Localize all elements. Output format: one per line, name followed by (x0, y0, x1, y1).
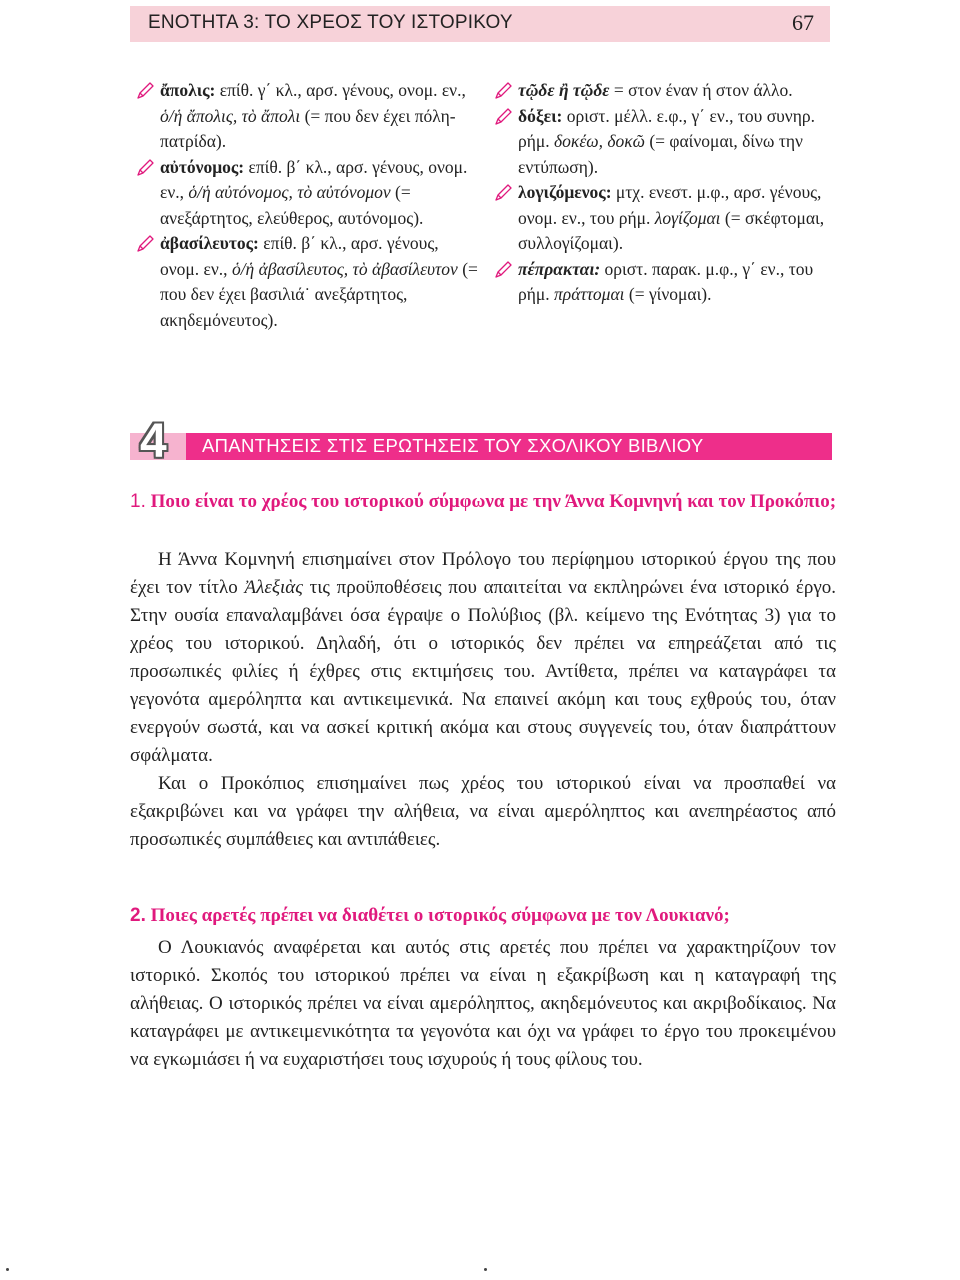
page-number: 67 (792, 10, 814, 35)
glossary-term: πέπρακται: (518, 258, 601, 279)
glossary-term: ἄπολις: (160, 80, 216, 100)
question-text: Ποιο είναι το χρέος του ιστορικού σύμφωνα με την Άννα Κομνηνή και τον Προκόπιο; (150, 491, 837, 512)
question-number: 1. (130, 491, 146, 512)
answer-1 (130, 546, 836, 854)
glossary-term: αὐτόνομος: (160, 156, 245, 177)
question-text: Ποιες αρετές πρέπει να διαθέτει ο ιστορικός σύμφωνα με τον Λουκιανό; (150, 905, 730, 926)
scan-dot (484, 1268, 487, 1271)
work-title: Ἀλεξιὰς (244, 577, 303, 598)
glossary-term: δόξει: (518, 105, 563, 126)
glossary-entry: τῷδε ἢ τῷδε = στον έναν ή στον άλλο. (496, 78, 842, 104)
answer-paragraph: Ο Λουκιανός αναφέρεται και αυτός στις αρετές που πρέπει να χαρακτηρίζουν τον ιστορικό. Σκοπός του ιστορικού πρέπει να είναι η εξακρίβωση και η καταγραφή της αλήθειας. Ο ιστορικός πρέπει να είναι αμερόληπτος, ακηδεμόνευτος και ακριβοδίκαιος. Να καταγράφει με αντικειμενικότητα τα γεγονότα και όχι να γράφει το έργο του προκειμένου να εγκωμιάσει ή να ευχαριστήσει τους ισχυρούς ή τους φίλους του. (130, 937, 836, 1070)
glossary-term: τῷδε ἢ τῷδε (518, 80, 610, 100)
glossary-right-column (496, 78, 842, 308)
section-number: 4 (140, 415, 167, 468)
glossary-entry: ἀβασίλευτος: επίθ. β΄ κλ., αρσ. γένους, ονομ. εν., ὁ/ἡ ἀβασίλευτος, τὸ ἀβασίλευτον (= που δεν έχει βασιλιά˙ ανεξάρτητος, ακηδεμόνευτος). (138, 231, 478, 333)
pencil-icon (134, 233, 156, 255)
question-2 (130, 902, 842, 929)
pencil-icon (492, 259, 514, 281)
pencil-icon (134, 80, 156, 102)
glossary-entry: δόξει: οριστ. μέλλ. ε.φ., γ΄ εν., του συνηρ. ρήμ. δοκέω, δοκῶ (= φαίνομαι, δίνω την εντύπωση). (496, 104, 842, 181)
scan-dot (6, 1268, 9, 1271)
pencil-icon (492, 106, 514, 128)
glossary-entry: ἄπολις: επίθ. γ΄ κλ., αρσ. γένους, ονομ. εν., ὁ/ἡ ἄπολις, τὸ ἄπολι (= που δεν έχει πόλη-πατρίδα). (138, 78, 478, 155)
pencil-icon (492, 80, 514, 102)
glossary-left-column (138, 78, 478, 333)
question-number: 2. (130, 905, 146, 926)
answer-2 (130, 934, 836, 1074)
answer-paragraph: Και ο Προκόπιος επισημαίνει πως χρέος του ιστορικού είναι να προσπαθεί να εξακριβώνει και να γράφει την αλήθεια, να είναι αμερόληπτος και ανεπηρέαστος από προσωπικές συμπάθειες και αντιπάθειες. (130, 773, 836, 850)
section-title: ΑΠΑΝΤΗΣΕΙΣ ΣΤΙΣ ΕΡΩΤΗΣΕΙΣ ΤΟΥ ΣΧΟΛΙΚΟΥ ΒΙΒΛΙΟΥ (202, 435, 704, 456)
page-header-title: ΕΝΟΤΗΤΑ 3: ΤΟ ΧΡΕΟΣ ΤΟΥ ΙΣΤΟΡΙΚΟΥ (148, 12, 513, 33)
glossary-term: ἀβασίλευτος: (160, 233, 259, 253)
glossary-term: λογιζόμενος: (518, 182, 612, 202)
pencil-icon (134, 157, 156, 179)
pencil-icon (492, 182, 514, 204)
glossary-entry: λογιζόμενος: μτχ. ενεστ. μ.φ., αρσ. γένους, ονομ. εν., του ρήμ. λογίζομαι (= σκέφτομαι, συλλογίζομαι). (496, 180, 842, 257)
answer-paragraph: Η Άννα Κομνηνή επισημαίνει στον Πρόλογο του περίφημου ιστορικού έργου της που έχει τον τίτλο Ἀλεξιὰς τις προϋποθέσεις που απαιτείται να εκπληρώνει ένα ιστορικό έργο. Στην ουσία επαναλαμβάνει όσα έγραψε ο Πολύβιος (βλ. κείμενο της Ενότητας 3) για το χρέος του ιστορικού. Δηλαδή, ότι ο ιστορικός δεν πρέπει να επηρεάζεται από τις προσωπικές φιλίες ή έχθρες στις εκτιμήσεις του. Αντίθετα, πρέπει να καταγράφει τα γεγονότα αμερόληπτα και αντικειμενικά. Να επαινεί ακόμη και τους εχθρούς του, όταν ενεργούν σωστά, και να ασκεί κριτική ακόμα και στους συγγενείς του, όταν διαπράττουν σφάλματα. (130, 549, 836, 766)
glossary-entry: πέπρακται: οριστ. παρακ. μ.φ., γ΄ εν., του ρήμ. πράττομαι (= γίνομαι). (496, 257, 842, 308)
glossary-entry: αὐτόνομος: επίθ. β΄ κλ., αρσ. γένους, ονομ. εν., ὁ/ἡ αὐτόνομος, τὸ αὐτόνομον (= ανεξάρτητος, ελεύθερος, αυτόνομος). (138, 155, 478, 232)
question-1 (130, 488, 842, 515)
